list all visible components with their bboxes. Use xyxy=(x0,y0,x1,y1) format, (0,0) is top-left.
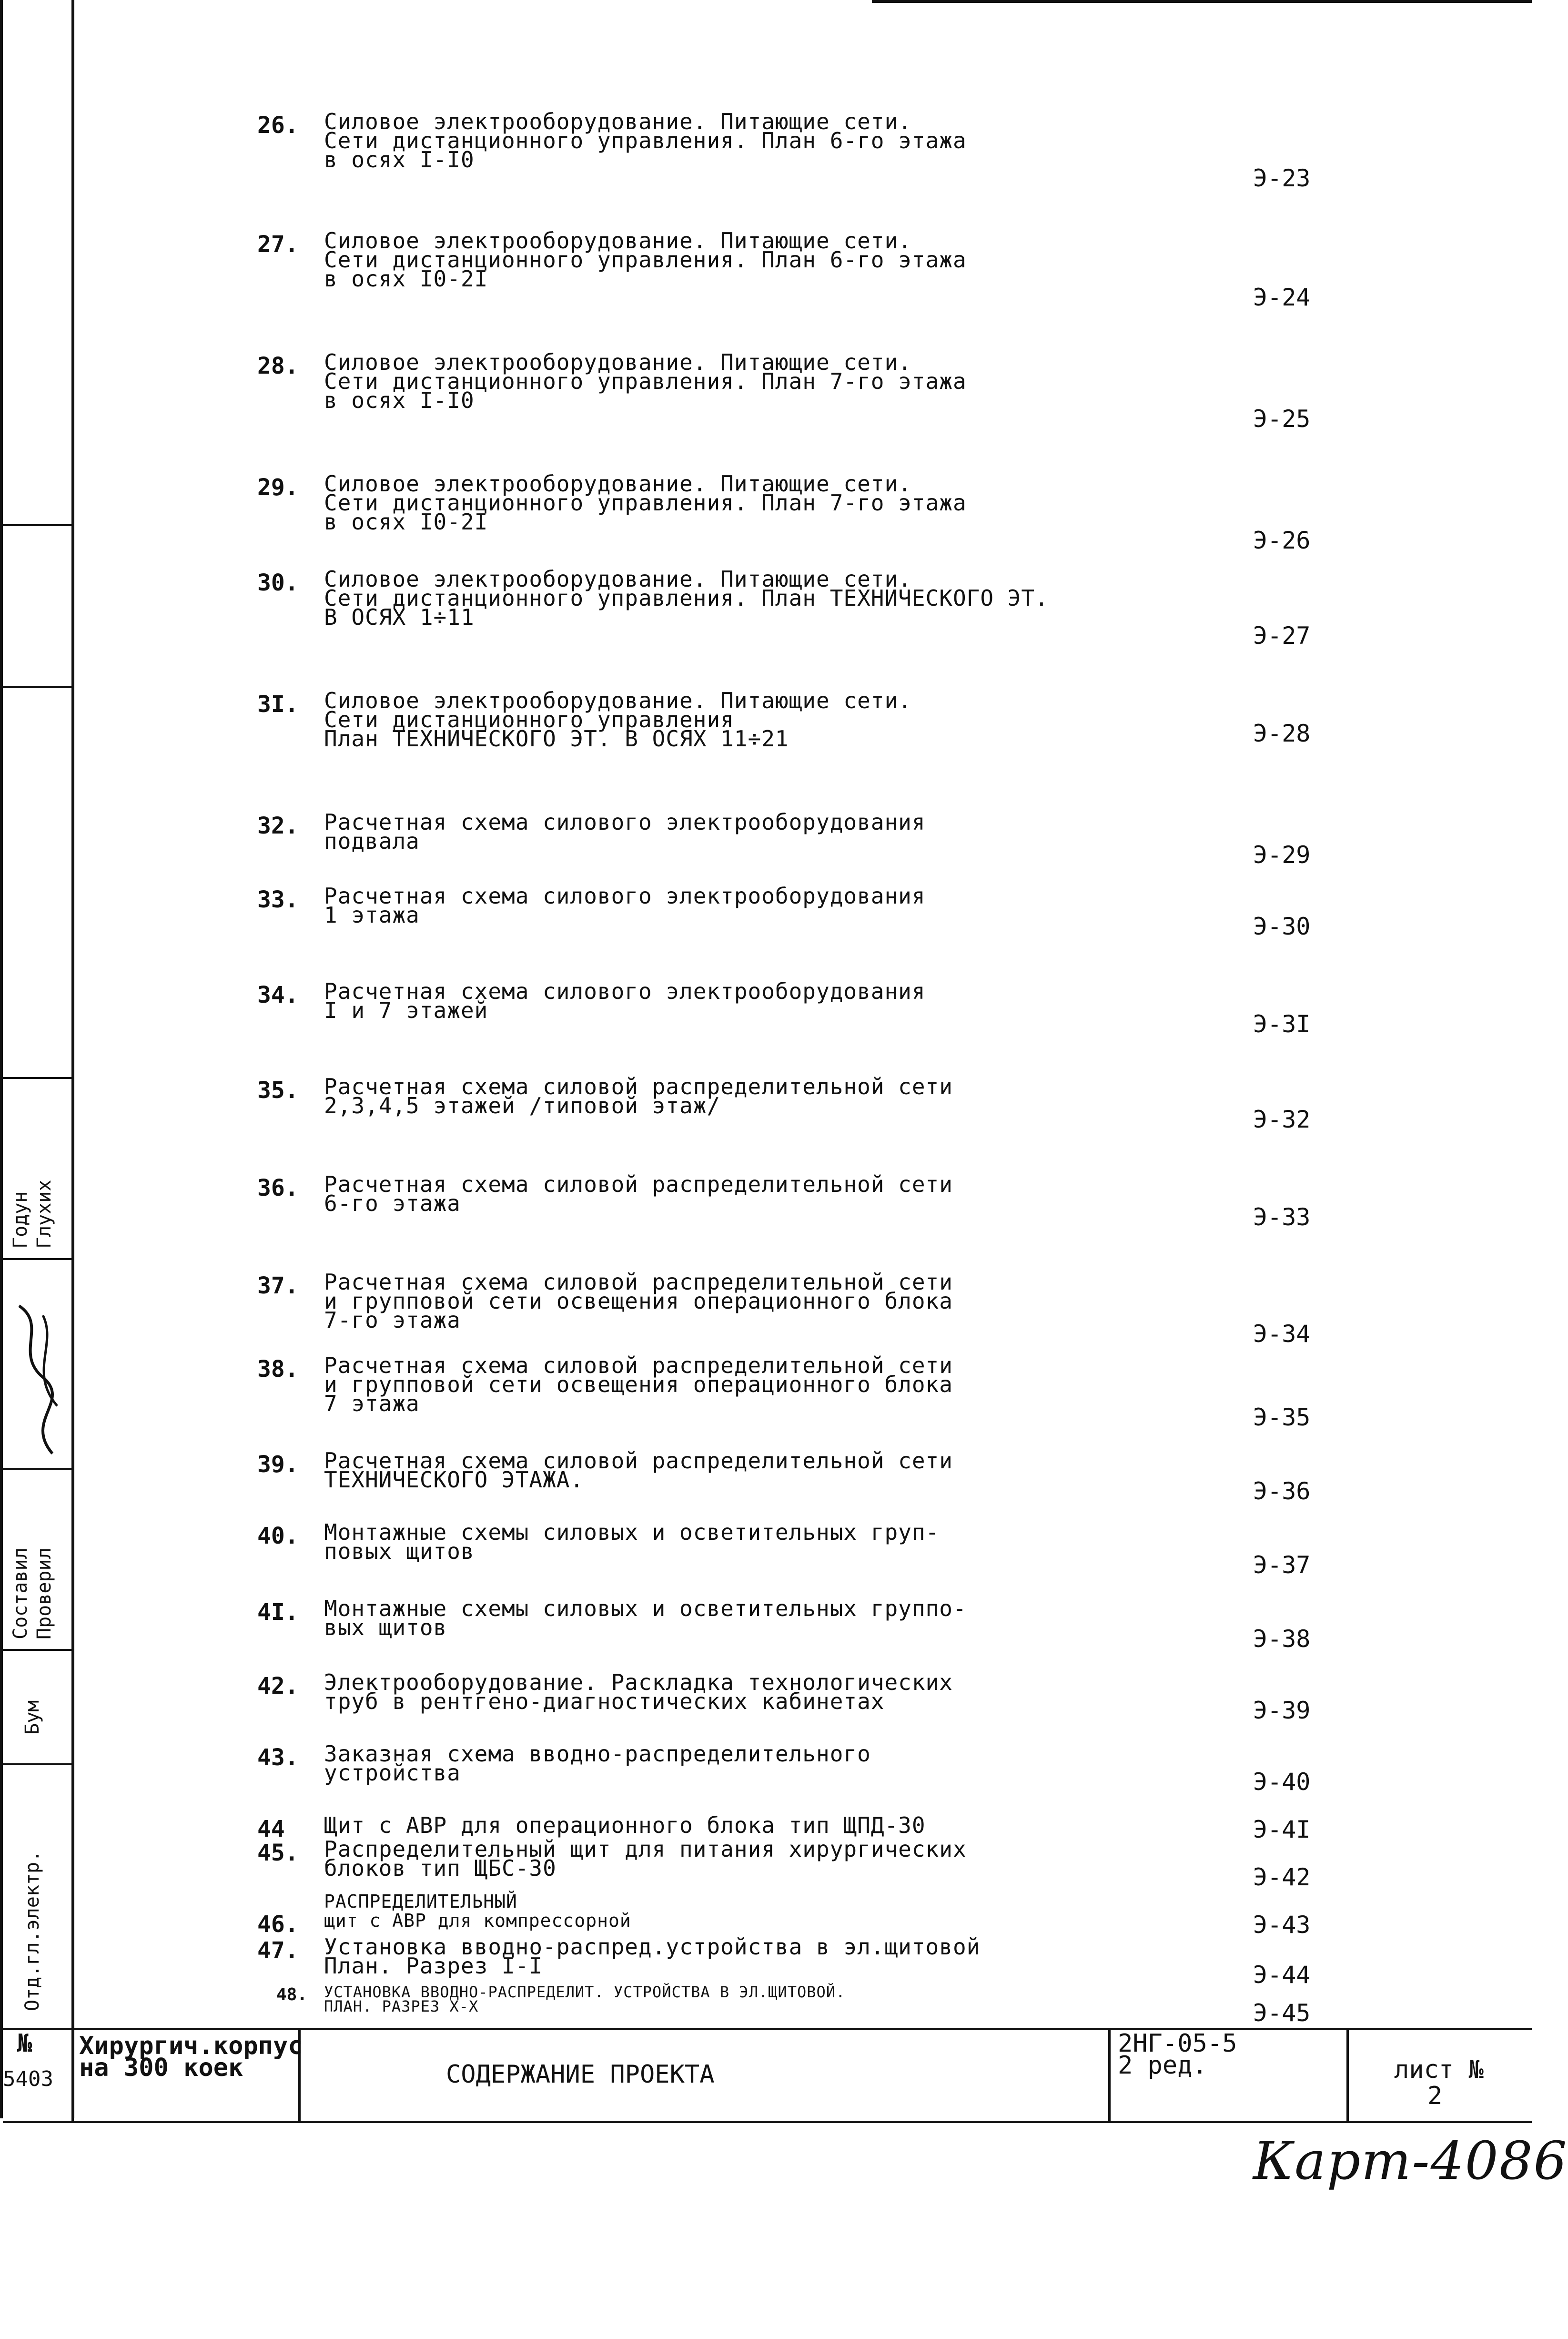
binding-border-inner xyxy=(71,0,74,2118)
sheet-label: лист № xyxy=(1394,2055,1484,2084)
stamp-checked: Проверил xyxy=(33,1547,55,1639)
stamp-cell xyxy=(3,1258,71,1260)
stamp-compiled: Составил xyxy=(10,1547,31,1639)
inv-label: № xyxy=(17,2029,32,2058)
sheet-number: 2 xyxy=(1427,2082,1443,2110)
archive-note: Карт-4086 xyxy=(1253,2130,1568,2191)
stamp-cell xyxy=(3,524,71,526)
doc-code: 2НГ-05-5 2 ред. xyxy=(1118,2029,1237,2080)
object-name: Хирургич.корпус на 300 коек xyxy=(79,2032,303,2082)
top-rule xyxy=(872,0,1532,3)
binding-border-outer xyxy=(0,0,3,2118)
stamp-name: Бум xyxy=(21,1700,43,1735)
stamp-person-2: Глухих xyxy=(33,1180,55,1249)
stamp-cell xyxy=(3,1649,71,1651)
sheet-title: СОДЕРЖАНИЕ ПРОЕКТА xyxy=(446,2060,715,2089)
stamp-cell xyxy=(3,1077,71,1079)
stamp-dept: Отд.гл.электр. xyxy=(21,1850,43,2011)
inv-number: 5403 xyxy=(3,2067,53,2091)
stamp-cell xyxy=(3,1763,71,1765)
title-block xyxy=(3,2028,1532,2123)
stamp-cell xyxy=(3,686,71,688)
stamp-person-1: Годун xyxy=(10,1191,31,1249)
stamp-cell xyxy=(3,1468,71,1470)
signature-mark xyxy=(10,1296,67,1468)
